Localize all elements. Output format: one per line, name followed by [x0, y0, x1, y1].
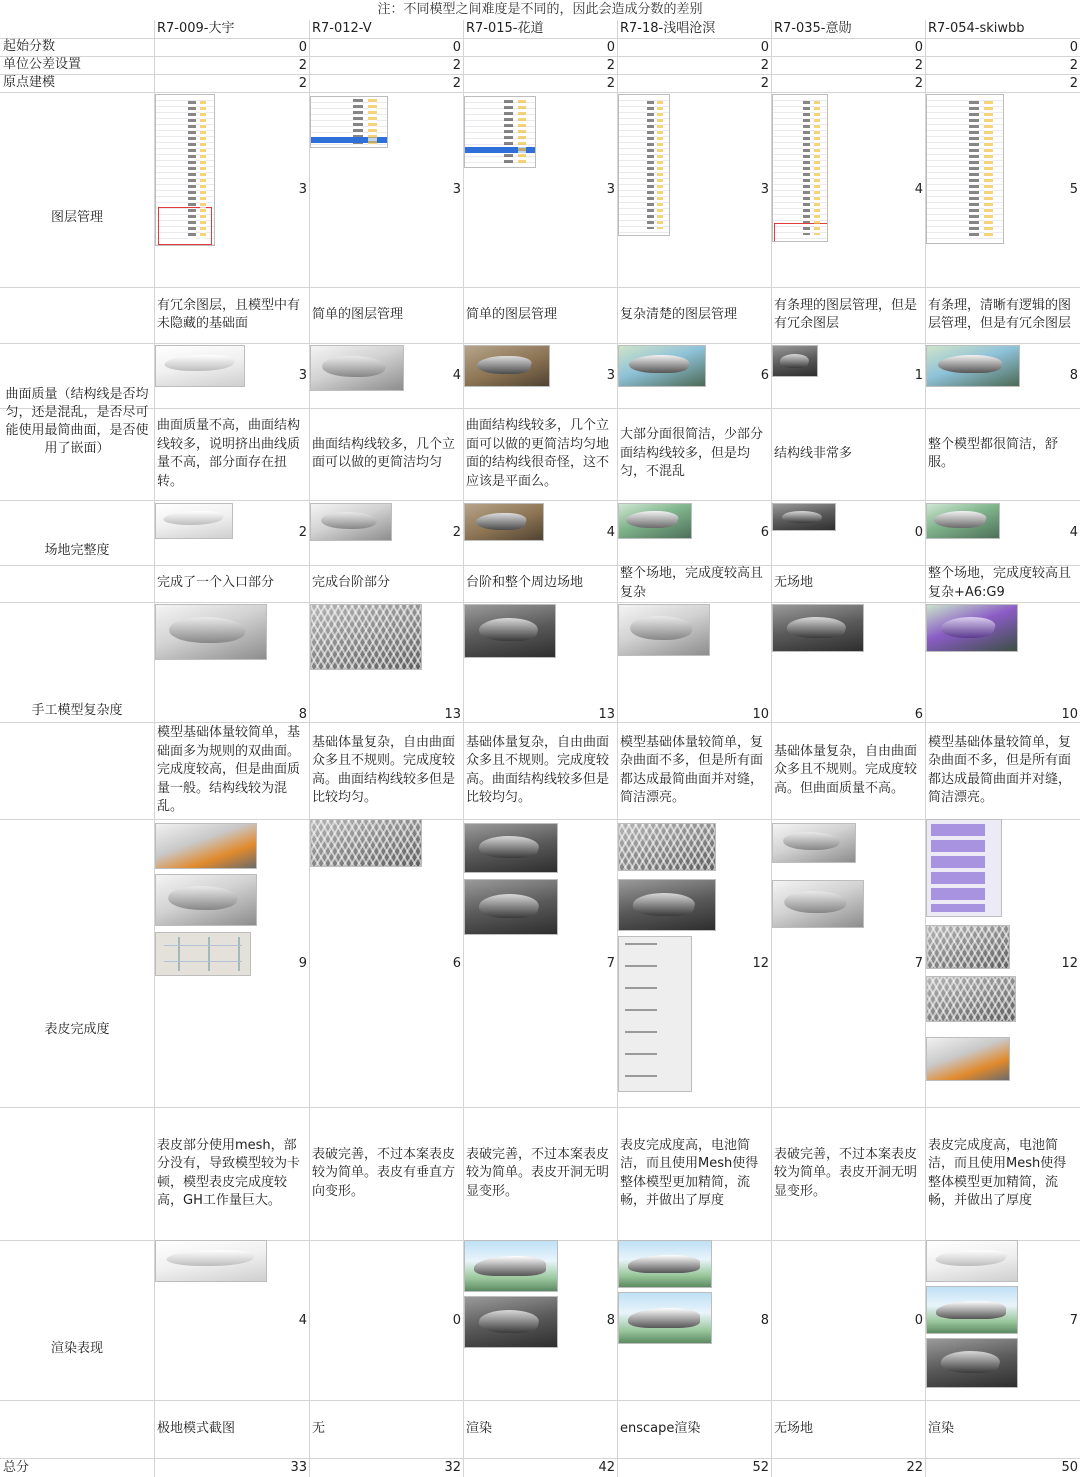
model-screenshot — [464, 823, 558, 873]
score-cell: 6 — [452, 955, 461, 971]
comment-text: 曲面质量不高，曲面结构线较多，说明挤出曲线质量不高，部分面存在扭转。 — [157, 418, 301, 489]
model-screenshot — [464, 503, 544, 541]
score-cell: 0 — [914, 1312, 923, 1328]
score-cell: 33 — [290, 1460, 307, 1475]
score-cell: 3 — [298, 368, 307, 383]
score-cell: 2 — [1069, 75, 1078, 91]
comment-cell — [771, 565, 925, 602]
comment-cell — [925, 565, 1080, 602]
score-cell: 50 — [1061, 1460, 1078, 1475]
column-header: R7-054-skiwbb — [928, 21, 1025, 36]
score-cell: 42 — [598, 1460, 615, 1475]
score-cell: 2 — [298, 75, 307, 91]
score-cell: 3 — [606, 182, 615, 197]
comment-cell — [309, 287, 463, 343]
grasshopper-screenshot — [926, 819, 1002, 917]
score-cell: 3 — [760, 182, 769, 197]
comment-cell — [771, 287, 925, 343]
score-cell: 6 — [914, 707, 923, 722]
comment-text: 渲染 — [466, 1420, 493, 1436]
model-screenshot — [772, 503, 836, 531]
score-cell: 3 — [606, 368, 615, 383]
score-cell: 2 — [298, 57, 307, 73]
score-cell: 7 — [1069, 1312, 1078, 1328]
model-screenshot — [310, 604, 422, 670]
model-screenshot — [772, 880, 864, 928]
score-cell: 0 — [606, 39, 615, 55]
score-cell: 4 — [914, 182, 923, 197]
score-cell: 0 — [914, 39, 923, 55]
model-screenshot — [618, 503, 692, 539]
model-screenshot — [310, 819, 422, 867]
score-cell: 2 — [298, 525, 307, 540]
comment-text: 无 — [312, 1420, 326, 1436]
note-banner: 注：不同模型之间难度是不同的，因此会造成分数的差别 — [377, 2, 703, 17]
score-cell: 2 — [1069, 57, 1078, 73]
score-cell: 1 — [914, 368, 923, 383]
comment-text: 复杂清楚的图层管理 — [620, 306, 738, 322]
score-cell: 22 — [906, 1460, 923, 1475]
model-screenshot — [155, 1240, 267, 1282]
row-label-skin-completeness: 表皮完成度 — [44, 1021, 110, 1037]
model-screenshot — [464, 1296, 558, 1348]
score-cell: 0 — [760, 39, 769, 55]
comment-text: 表破完善，不过本案表皮较为简单。表皮开洞无明显变形。 — [466, 1146, 610, 1199]
model-screenshot — [926, 1286, 1018, 1334]
comment-text: 完成了一个入口部分 — [157, 575, 275, 591]
score-cell: 3 — [298, 182, 307, 197]
score-cell: 3 — [452, 182, 461, 197]
comment-text: 台阶和整个周边场地 — [466, 575, 584, 591]
comment-text: 极地模式截图 — [157, 1420, 236, 1436]
comment-cell — [309, 1107, 463, 1240]
model-screenshot — [464, 604, 556, 658]
layer-panel-screenshot — [310, 96, 388, 148]
comment-text: 表皮完成度高，电池简洁，而且使用Mesh使得整体模型更加精简，流畅，并做出了厚度 — [620, 1137, 759, 1208]
score-cell: 6 — [760, 368, 769, 383]
score-cell: 7 — [914, 955, 923, 971]
score-cell: 0 — [298, 39, 307, 55]
score-cell: 2 — [914, 57, 923, 73]
score-cell: 8 — [298, 707, 307, 722]
score-cell: 5 — [1069, 182, 1078, 197]
comment-text: 有条理的图层管理，但是有冗余图层 — [774, 297, 918, 331]
score-cell: 2 — [606, 75, 615, 91]
model-screenshot — [310, 503, 392, 541]
selected-layer-bar — [465, 147, 535, 153]
comment-cell — [309, 408, 463, 500]
comment-cell — [925, 287, 1080, 343]
comment-cell — [154, 722, 309, 819]
comment-cell — [771, 1400, 925, 1458]
column-header: R7-009-大宇 — [157, 21, 235, 36]
comment-cell — [771, 1107, 925, 1240]
comment-cell — [463, 287, 617, 343]
model-screenshot — [618, 604, 710, 656]
comment-text: 大部分面很简洁，少部分面结构线较多，但是均匀，不混乱 — [620, 427, 764, 480]
comment-text: 表皮完成度高，电池简洁，而且使用Mesh使得整体模型更加精简，流畅，并做出了厚度 — [928, 1137, 1067, 1208]
column-header: R7-012-V — [312, 21, 372, 36]
comment-cell — [925, 722, 1080, 819]
model-screenshot — [155, 604, 267, 660]
model-screenshot — [618, 1240, 712, 1288]
row-label-rendering: 渲染表现 — [50, 1341, 103, 1356]
comment-cell — [154, 565, 309, 602]
comment-text: 整个场地，完成度较高且复杂 — [620, 566, 764, 600]
model-screenshot — [772, 823, 856, 863]
score-cell: 2 — [760, 57, 769, 73]
layer-panel-screenshot — [155, 94, 215, 246]
comment-cell — [771, 408, 925, 500]
score-cell: 4 — [298, 1312, 307, 1328]
score-cell: 7 — [606, 955, 615, 971]
comment-cell — [154, 1107, 309, 1240]
layer-panel-screenshot — [618, 94, 670, 236]
model-screenshot — [926, 503, 1000, 539]
row-label-origin-modeling: 原点建模 — [3, 75, 56, 90]
comment-cell — [463, 722, 617, 819]
score-cell: 0 — [452, 1312, 461, 1328]
comment-text: 渲染 — [928, 1420, 955, 1436]
model-screenshot — [926, 1240, 1018, 1282]
comment-text: 简单的图层管理 — [312, 306, 404, 322]
score-cell: 2 — [606, 57, 615, 73]
score-cell: 6 — [760, 525, 769, 540]
score-cell: 8 — [760, 1312, 769, 1328]
model-screenshot — [618, 879, 716, 931]
model-screenshot — [618, 1292, 712, 1344]
score-cell: 0 — [452, 39, 461, 55]
comment-text: 无场地 — [774, 1420, 814, 1436]
model-screenshot — [926, 604, 1018, 652]
model-screenshot — [772, 604, 864, 652]
model-screenshot — [772, 345, 818, 377]
comment-text: 简单的图层管理 — [466, 306, 558, 322]
comment-text: 基础体量复杂，自由曲面众多且不规则。完成度较高。但曲面质量不高。 — [774, 743, 918, 796]
model-screenshot — [155, 823, 257, 869]
score-cell: 0 — [1069, 39, 1078, 55]
comment-cell — [617, 1400, 771, 1458]
comment-cell — [925, 1107, 1080, 1240]
score-cell: 12 — [1061, 955, 1078, 971]
score-cell: 52 — [752, 1460, 769, 1475]
comment-cell — [925, 408, 1080, 500]
comment-cell — [309, 565, 463, 602]
comment-cell — [309, 722, 463, 819]
grasshopper-screenshot — [618, 936, 692, 1092]
comment-cell — [617, 287, 771, 343]
comment-text: 无场地 — [774, 575, 814, 591]
row-label-unit-tolerance: 单位公差设置 — [3, 57, 82, 72]
comment-cell — [925, 1400, 1080, 1458]
score-cell: 2 — [452, 57, 461, 73]
comment-text: 基础体量复杂，自由曲面众多且不规则。完成度较高。曲面结构线较多但是比较均匀。 — [312, 734, 456, 805]
comment-text: 结构线非常多 — [774, 445, 853, 461]
comment-cell — [463, 1400, 617, 1458]
comment-text: enscape渲染 — [620, 1420, 701, 1436]
score-cell: 10 — [752, 707, 769, 722]
model-screenshot — [464, 345, 550, 387]
comment-cell — [463, 1107, 617, 1240]
comment-cell — [771, 722, 925, 819]
score-cell: 13 — [598, 707, 615, 722]
score-cell: 8 — [606, 1312, 615, 1328]
highlight-box — [774, 223, 828, 242]
row-label-manual-complexity: 手工模型复杂度 — [31, 702, 123, 718]
model-screenshot — [926, 1338, 1018, 1388]
grasshopper-screenshot — [155, 932, 251, 976]
score-cell: 2 — [452, 525, 461, 540]
column-header: R7-015-花道 — [466, 21, 544, 36]
row-label-surface-quality: 曲面质量（结构线是否均匀，还是混乱，是否尽可能使用最简曲面，是否使用了嵌面） — [5, 386, 149, 456]
comment-cell — [617, 565, 771, 602]
comment-cell — [617, 408, 771, 500]
score-cell: 9 — [298, 955, 307, 971]
row-label-site-completeness: 场地完整度 — [44, 543, 110, 558]
score-cell: 4 — [606, 525, 615, 540]
comment-text: 表破完善，不过本案表皮较为简单。表皮开洞无明显变形。 — [774, 1146, 918, 1199]
score-cell: 32 — [444, 1460, 461, 1475]
comment-text: 模型基础体量较简单，复杂曲面不多，但是所有面都达成最简曲面并对缝，简洁漂亮。 — [928, 734, 1072, 805]
column-header: R7-18-浅唱沧溟 — [620, 21, 716, 36]
comment-cell — [154, 408, 309, 500]
comment-text: 模型基础体量较简单，复杂曲面不多，但是所有面都达成最简曲面并对缝，简洁漂亮。 — [620, 734, 764, 805]
comment-text: 有冗余图层，且模型中有未隐藏的基础面 — [157, 297, 301, 331]
model-screenshot — [926, 925, 1010, 969]
comment-text: 整个模型都很简洁，舒服。 — [928, 436, 1059, 470]
comment-text: 整个场地，完成度较高且复杂+A6:G9 — [928, 566, 1072, 600]
row-label-start-score: 起始分数 — [3, 39, 56, 54]
comment-cell — [463, 408, 617, 500]
score-cell: 13 — [444, 707, 461, 722]
score-cell: 0 — [914, 525, 923, 540]
model-screenshot — [155, 503, 233, 539]
layer-panel-screenshot — [926, 94, 1004, 244]
comment-cell — [463, 565, 617, 602]
model-screenshot — [464, 879, 558, 935]
highlight-box — [158, 207, 212, 245]
comment-text: 曲面结构线较多，几个立面可以做的更简洁均匀地面的结构线很奇怪，这不应该是平面么。 — [466, 418, 610, 489]
comment-text: 表破完善，不过本案表皮较为简单。表皮有垂直方向变形。 — [312, 1146, 456, 1199]
model-screenshot — [618, 345, 706, 387]
comment-cell — [617, 1107, 771, 1240]
score-cell: 2 — [914, 75, 923, 91]
score-cell: 8 — [1069, 368, 1078, 383]
comment-cell — [309, 1400, 463, 1458]
layer-panel-screenshot — [772, 94, 828, 242]
comment-cell — [617, 722, 771, 819]
score-cell: 10 — [1061, 707, 1078, 722]
score-cell: 4 — [1069, 525, 1078, 540]
score-cell: 2 — [760, 75, 769, 91]
comment-cell — [154, 287, 309, 343]
comment-text: 完成台阶部分 — [312, 575, 391, 591]
model-screenshot — [155, 874, 257, 926]
model-screenshot — [926, 345, 1020, 387]
score-cell: 4 — [452, 368, 461, 383]
model-screenshot — [618, 823, 716, 871]
score-cell: 12 — [752, 955, 769, 971]
score-cell: 2 — [452, 75, 461, 91]
comment-text: 曲面结构线较多，几个立面可以做的更简洁均匀 — [312, 436, 456, 470]
model-screenshot — [155, 345, 245, 387]
comment-text: 有条理，清晰有逻辑的图层管理，但是有冗余图层 — [928, 297, 1072, 331]
selected-layer-bar — [311, 137, 387, 143]
model-screenshot — [926, 1037, 1010, 1081]
column-header: R7-035-意勋 — [774, 21, 852, 36]
row-label-layer-management: 图层管理 — [50, 209, 103, 225]
row-label-total: 总分 — [3, 1459, 30, 1475]
comment-text: 基础体量复杂，自由曲面众多且不规则。完成度较高。曲面结构线较多但是比较均匀。 — [466, 734, 610, 805]
model-screenshot — [926, 976, 1016, 1022]
comment-cell — [154, 1400, 309, 1458]
layer-panel-screenshot — [464, 96, 536, 168]
comment-text: 模型基础体量较简单，基础面多为规则的双曲面。完成度较高，但是曲面质量一般。结构线较为混乱。 — [157, 725, 301, 815]
model-screenshot — [464, 1240, 558, 1292]
model-screenshot — [310, 345, 404, 391]
comment-text: 表皮部分使用mesh，部分没有，导致模型较为卡顿，模型表皮完成度较高，GH工作量巨大。 — [157, 1137, 301, 1208]
